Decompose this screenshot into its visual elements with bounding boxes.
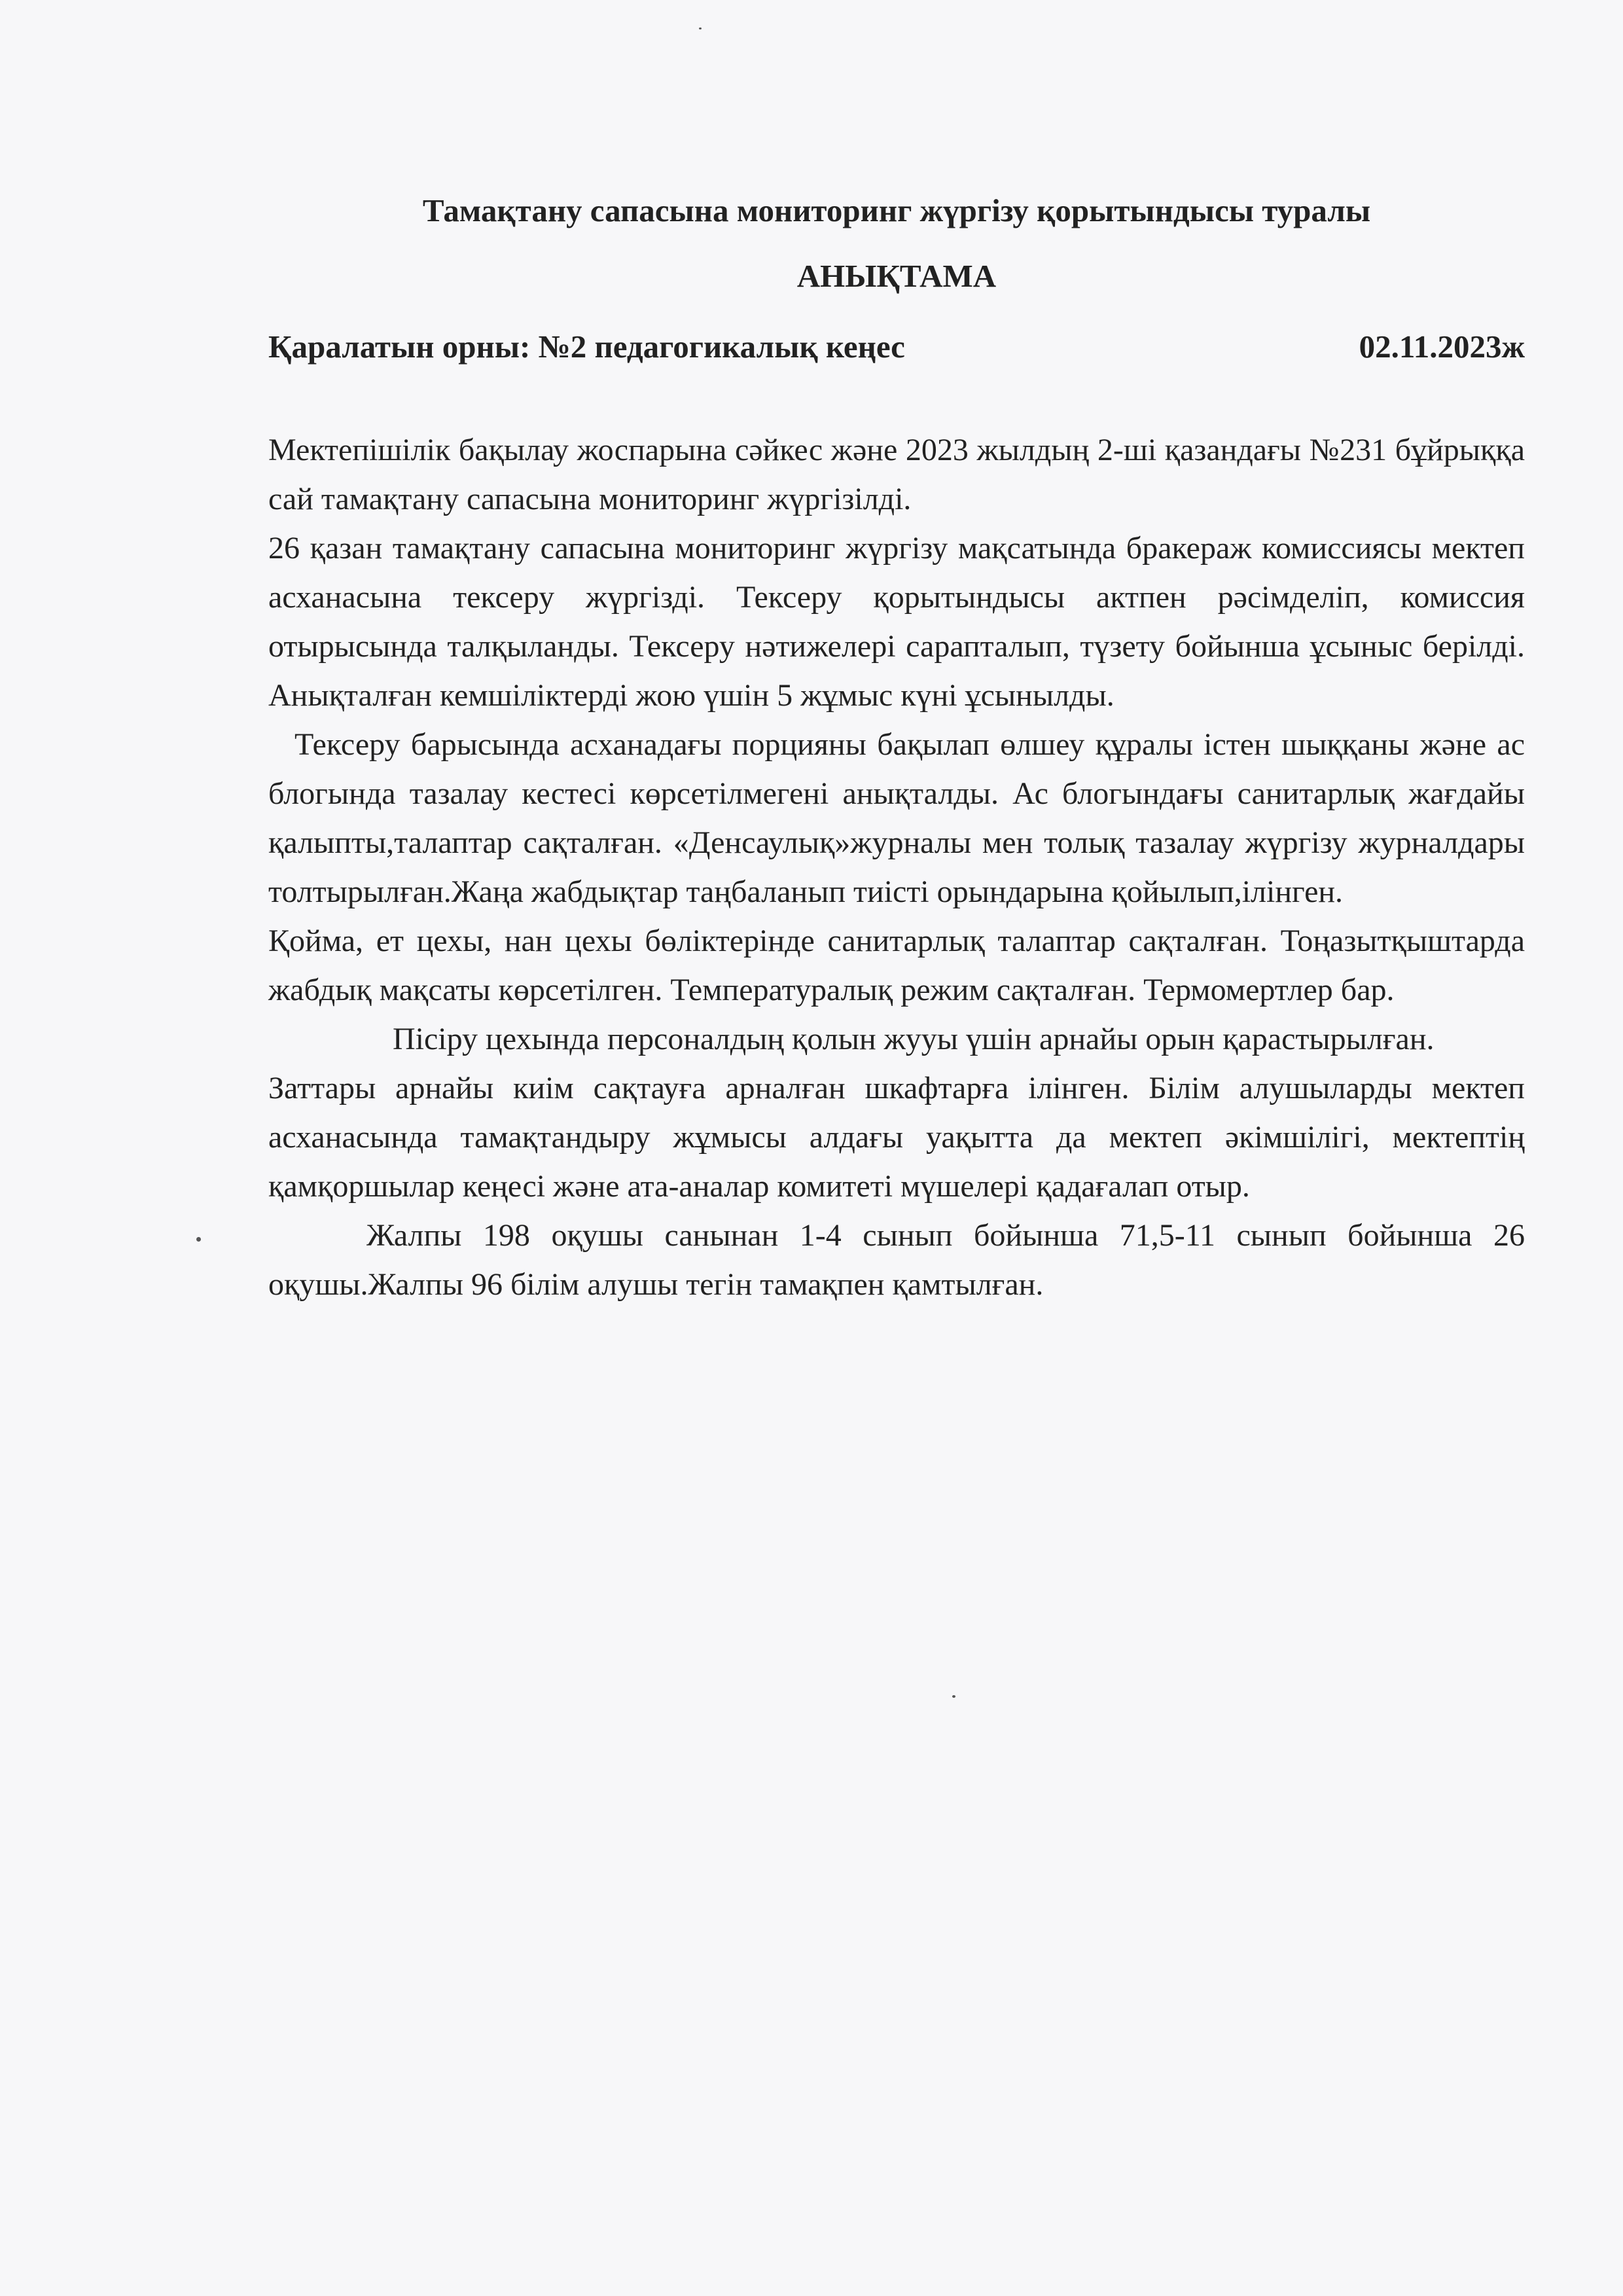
document-body — [268, 425, 1525, 1309]
meta-line — [268, 327, 1525, 367]
paragraph: Жалпы 198 оқушы санынан 1-4 сынып бойынша 71,5-11 сынып бойынша 26 оқушы.Жалпы 96 білім алушы тегін тамақпен қамтылған. — [268, 1218, 1525, 1302]
paragraph: Қойма, ет цехы, нан цехы бөліктерінде санитарлық талаптар сақталған. Тоңазытқыштарда жабдық мақсаты көрсетілген. Температуралық режим сақталған. Термомертлер бар. — [268, 924, 1525, 1007]
document-title: Тамақтану сапасына мониторинг жүргізу қорытындысы туралы — [422, 192, 1371, 228]
scan-speck — [196, 1237, 201, 1242]
paragraph: Пісіру цехында персоналдың қолын жууы үшін арнайы орын қарастырылған. — [393, 1022, 1435, 1056]
scan-speck — [952, 1695, 955, 1698]
paragraph: Заттары арнайы киім сақтауға арналған шкафтарға ілінген. Білім алушыларды мектеп асханасында тамақтандыру жұмысы алдағы уақытта да мектеп әкімшілігі, мектептің қамқоршылар кеңесі және ата-аналар комитеті мүшелері қадағалап отыр. — [268, 1071, 1525, 1204]
paragraph: Тексеру барысында асханадағы порцияны бақылап өлшеу құралы істен шыққаны және ас блогында тазалау кестесі көрсетілмегені анықталды. Ас блогындағы санитарлық жағдайы қалыпты,талаптар сақталған. «Денсаулық»журналы мен толық тазалау жүргізу журналдары толтырылған.Жаңа жабдықтар таңбаланып тиісті орындарына қойылып,ілінген. — [268, 727, 1525, 909]
document-heading: АНЫҚТАМА — [796, 258, 997, 294]
document-date: 02.11.2023ж — [1359, 329, 1525, 365]
scan-speck — [699, 27, 702, 29]
paragraph: 26 қазан тамақтану сапасына мониторинг жүргізу мақсатында бракераж комиссиясы мектеп асханасына тексеру жүргізді. Тексеру қорытындысы актпен рәсімделіп, комиссия отырысында талқыланды. Тексеру нәтижелері сарапталып, түзету бойынша ұсыныс берілді. Анықталған кемшіліктерді жою үшін 5 жұмыс күні ұсынылды. — [268, 531, 1525, 713]
paragraph: Мектепішілік бақылау жоспарына сәйкес және 2023 жылдың 2-ші қазандағы №231 бұйрыққа сай тамақтану сапасына мониторинг жүргізілді. — [268, 433, 1525, 516]
venue-label: Қаралатын орны: №2 педагогикалық кеңес — [268, 329, 905, 365]
